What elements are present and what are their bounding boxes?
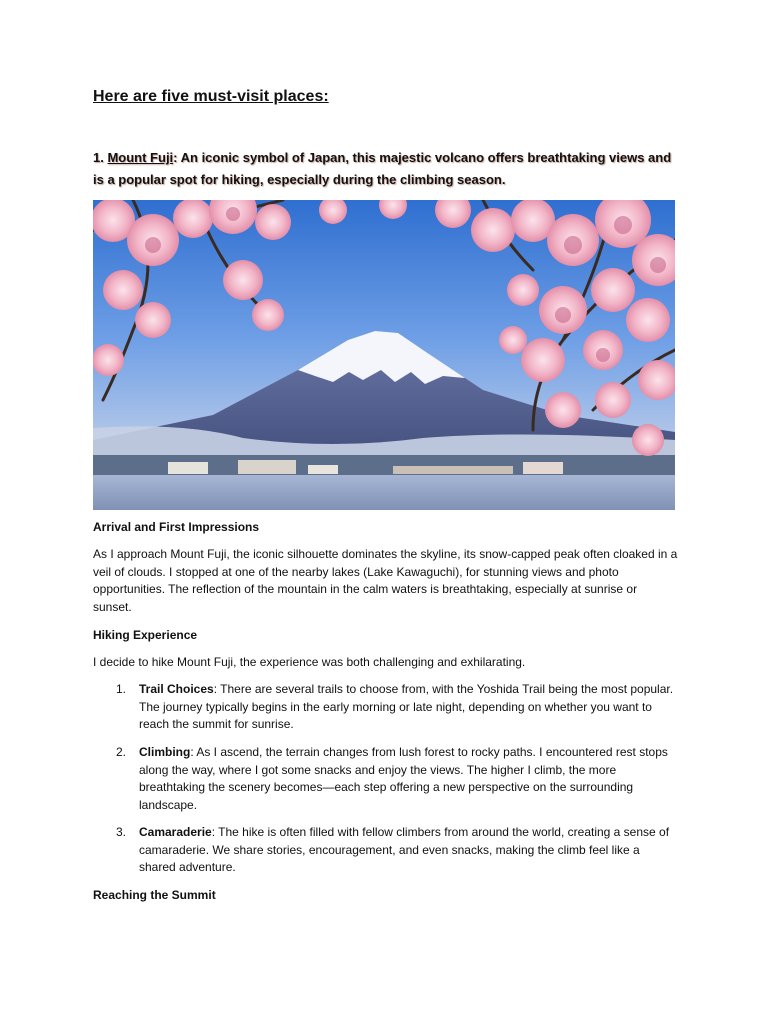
mount-fuji-photo	[93, 200, 675, 510]
list-item-title: Camaraderie	[139, 825, 212, 839]
list-item-title: Trail Choices	[139, 682, 214, 696]
list-item-number: 1.	[116, 682, 127, 696]
arrival-heading: Arrival and First Impressions	[93, 520, 260, 534]
list-item-content	[139, 681, 676, 734]
list-item-number: 3.	[116, 825, 127, 839]
mount-fuji-link[interactable]: Mount Fuji	[107, 150, 174, 165]
intro-number: 1.	[93, 150, 108, 165]
list-item-text: : As I ascend, the terrain changes from lush forest to rocky paths. I encountered rest stops along the way, where I got some snacks and enjoy the views. The higher I climb, the more breathtaking the scenery becomes—each step offering a new perspective on the surrounding landscape.	[139, 745, 668, 812]
arrival-paragraph: As I approach Mount Fuji, the iconic silhouette dominates the skyline, its snow-capped peak often cloaked in a veil of clouds. I stopped at one of the nearby lakes (Lake Kawaguchi), for stunning views and photo opportunities. The reflection of the mountain in the calm waters is breathtaking, especially at sunrise or sunset.	[93, 547, 678, 614]
summit-heading: Reaching the Summit	[93, 888, 216, 902]
list-item-title: Climbing	[139, 745, 191, 759]
intro-paragraph	[93, 147, 678, 191]
list-item-content	[139, 744, 676, 814]
mount-fuji-cherry-blossom-icon	[93, 200, 675, 510]
list-item-text: : There are several trails to choose from, with the Yoshida Trail being the most popular. The journey typically begins in the early morning or late night, depending on whether you want to reach the summit for sunrise.	[139, 682, 674, 731]
list-item-content	[139, 824, 676, 877]
list-item-number: 2.	[116, 745, 127, 759]
page-heading: Here are five must-visit places:	[93, 88, 329, 105]
hiking-paragraph: I decide to hike Mount Fuji, the experience was both challenging and exhilarating.	[93, 655, 526, 669]
list-item-text: : The hike is often filled with fellow climbers from around the world, creating a sense of camaraderie. We share stories, encouragement, and even snacks, making the climb feel like a shared adventure.	[139, 825, 670, 874]
intro-text: : An iconic symbol of Japan, this majestic volcano offers breathtaking views and is a popular spot for hiking, especially during the climbing season.	[93, 150, 672, 187]
hiking-heading: Hiking Experience	[93, 628, 198, 642]
